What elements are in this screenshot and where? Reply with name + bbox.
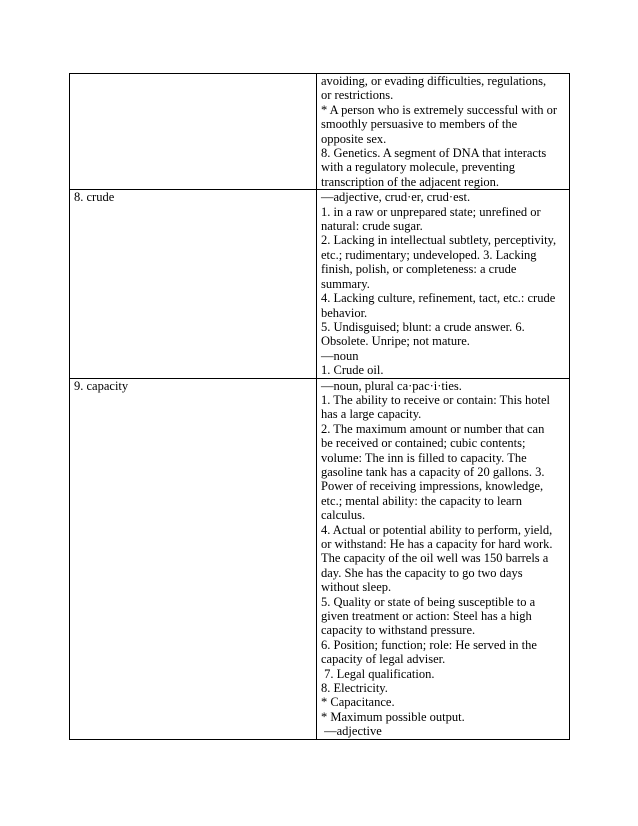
definition-line: behavior. bbox=[321, 305, 368, 320]
definition-line: 4. Actual or potential ability to perform, yield, bbox=[321, 522, 553, 537]
definition-line: —adjective, crud·er, crud·est. bbox=[321, 190, 471, 205]
definition-line: * Capacitance. bbox=[321, 695, 395, 710]
definition-line: —adjective bbox=[321, 724, 382, 739]
definition-line: with a regulatory molecule, preventing bbox=[321, 160, 516, 175]
definition-line: 5. Undisguised; blunt: a crude answer. 6. bbox=[321, 319, 525, 334]
definition-line: smoothly persuasive to members of the bbox=[321, 117, 518, 132]
vocabulary-table bbox=[69, 73, 570, 740]
definition-line: The capacity of the oil well was 150 barrels a bbox=[321, 551, 549, 566]
definition-line: 7. Legal qualification. bbox=[321, 666, 435, 681]
definition-line: 1. The ability to receive or contain: This hotel bbox=[321, 392, 550, 407]
definition-line: be received or contained; cubic contents; bbox=[321, 436, 526, 451]
definition-line: finish, polish, or completeness: a crude bbox=[321, 262, 517, 277]
term-cell: 9. capacity bbox=[70, 378, 317, 739]
definition-line: 6. Position; function; role: He served in the bbox=[321, 637, 537, 652]
table-row bbox=[70, 378, 570, 739]
definition-line: 8. Genetics. A segment of DNA that interacts bbox=[321, 146, 547, 161]
definition-line: capacity of legal adviser. bbox=[321, 652, 446, 667]
definition-line: 2. Lacking in intellectual subtlety, perceptivity, bbox=[321, 233, 557, 248]
definition-line: 1. in a raw or unprepared state; unrefined or bbox=[321, 204, 541, 219]
definition-line: —noun bbox=[321, 348, 359, 363]
definition-line: * A person who is extremely successful with or bbox=[321, 102, 558, 117]
table-row bbox=[70, 74, 570, 190]
definition-line: —noun, plural ca·pac·i·ties. bbox=[321, 378, 462, 393]
definition-line: 8. Electricity. bbox=[321, 681, 388, 696]
definition-line: or restrictions. bbox=[321, 88, 394, 103]
definition-line: Power of receiving impressions, knowledge, bbox=[321, 479, 544, 494]
definition-line: 2. The maximum amount or number that can bbox=[321, 421, 545, 436]
definition-line: avoiding, or evading difficulties, regulations, bbox=[321, 74, 547, 88]
definition-cell bbox=[317, 378, 570, 739]
definition-line: gasoline tank has a capacity of 20 gallons. 3. bbox=[321, 464, 545, 479]
definition-line: 4. Lacking culture, refinement, tact, etc.: crude bbox=[321, 291, 556, 306]
definition-line: 5. Quality or state of being susceptible to a bbox=[321, 594, 536, 609]
definition-line: etc.; mental ability: the capacity to learn bbox=[321, 493, 522, 508]
definition-line: given treatment or action: Steel has a high bbox=[321, 609, 532, 624]
definition-line: natural: crude sugar. bbox=[321, 219, 423, 234]
definition-line: volume: The inn is filled to capacity. The bbox=[321, 450, 527, 465]
definition-line: Obsolete. Unripe; not mature. bbox=[321, 334, 470, 349]
definition-cell bbox=[317, 74, 570, 190]
definition-line: opposite sex. bbox=[321, 131, 387, 146]
term-cell bbox=[70, 74, 317, 190]
definition-line: day. She has the capacity to go two days bbox=[321, 565, 523, 580]
definition-line: without sleep. bbox=[321, 580, 392, 595]
definition-line: has a large capacity. bbox=[321, 407, 422, 422]
definition-line: capacity to withstand pressure. bbox=[321, 623, 476, 638]
definition-line: 1. Crude oil. bbox=[321, 363, 384, 378]
table-row bbox=[70, 190, 570, 378]
definition-line: calculus. bbox=[321, 508, 366, 523]
definition-line: transcription of the adjacent region. bbox=[321, 174, 500, 189]
definition-cell bbox=[317, 190, 570, 378]
definition-line: etc.; rudimentary; undeveloped. 3. Lacking bbox=[321, 247, 537, 262]
term-cell: 8. crude bbox=[70, 190, 317, 378]
definition-line: summary. bbox=[321, 276, 370, 291]
definition-line: * Maximum possible output. bbox=[321, 709, 465, 724]
definition-line: or withstand: He has a capacity for hard work. bbox=[321, 537, 553, 551]
